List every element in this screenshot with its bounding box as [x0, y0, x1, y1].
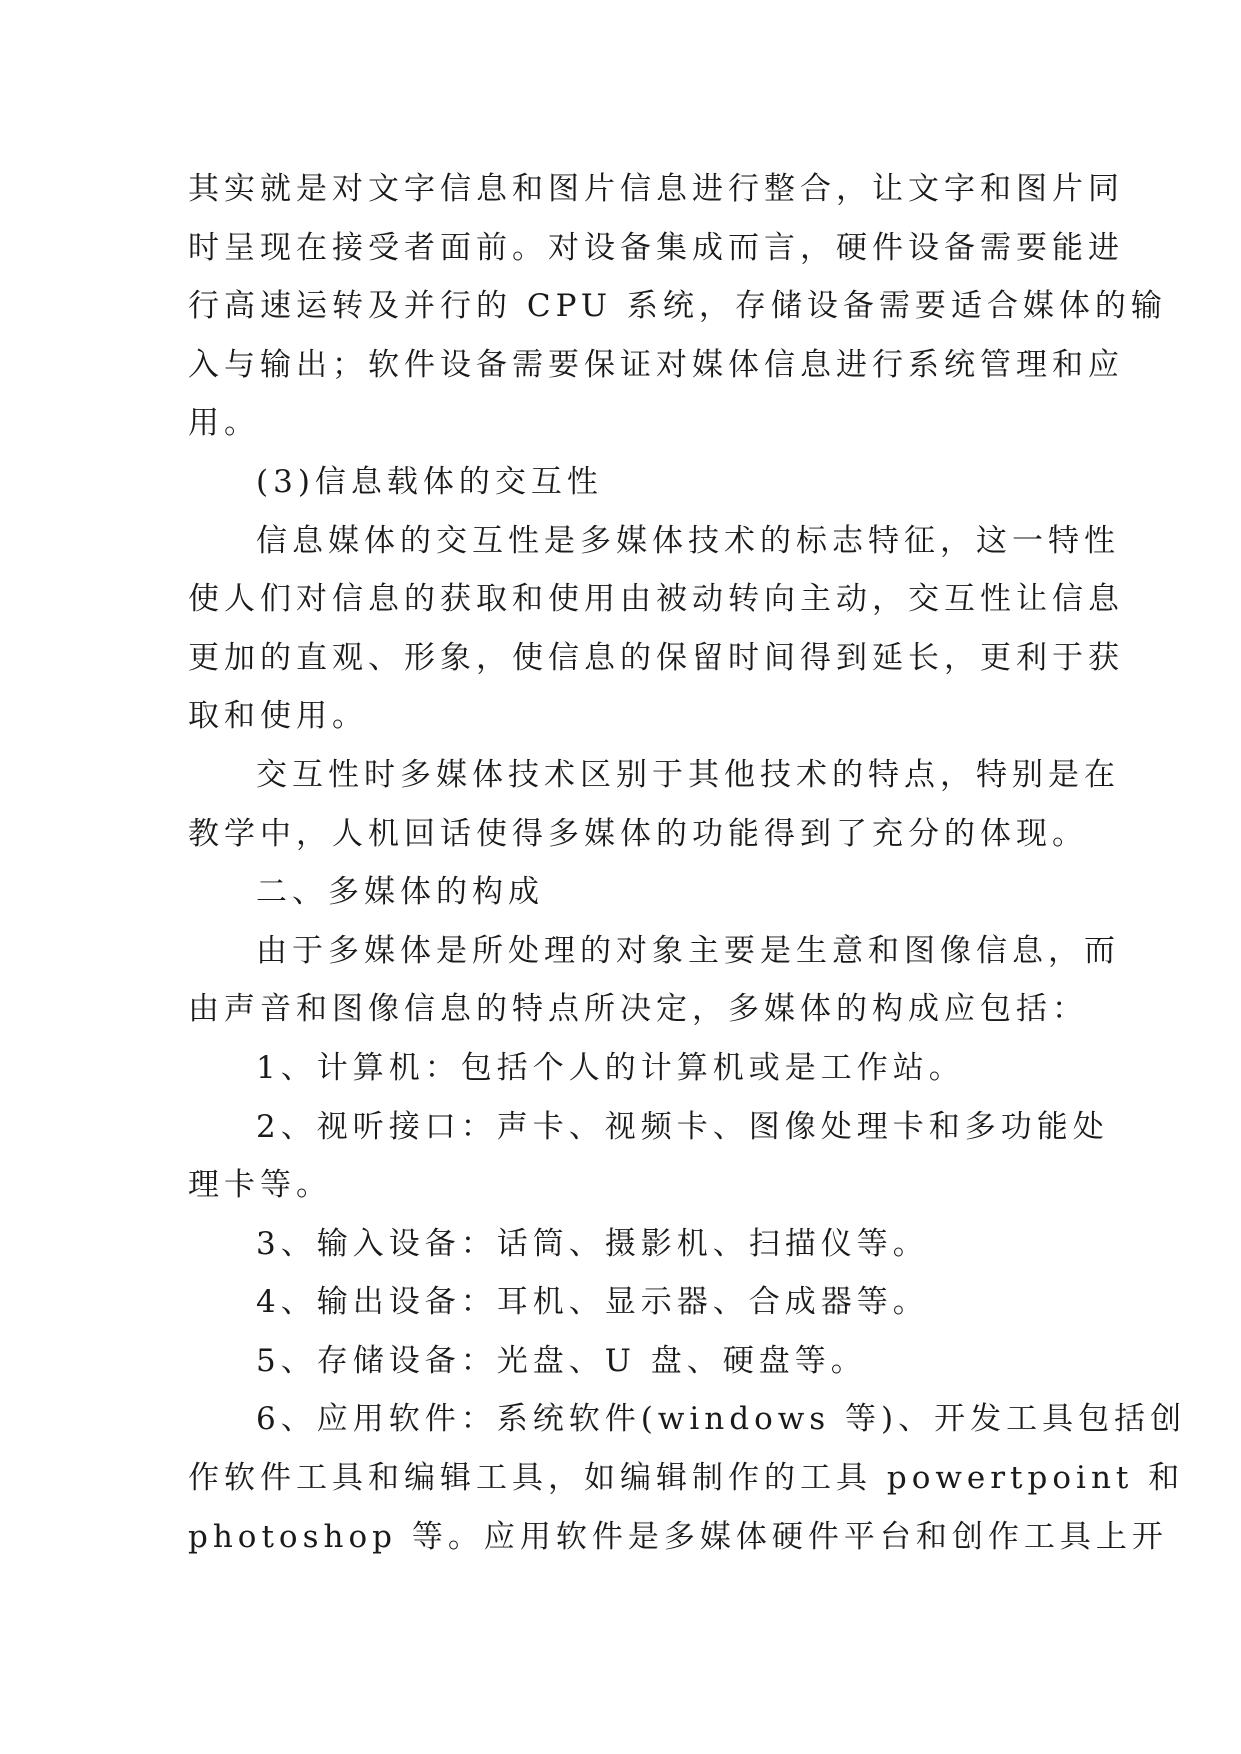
text-line: (3)信息载体的交互性 [256, 463, 603, 500]
text-line: 行高速运转及并行的 CPU 系统，存储设备需要适合媒体的输 [188, 288, 1167, 325]
text-line: 作软件工具和编辑工具，如编辑制作的工具 powertpoint 和 [188, 1460, 1185, 1497]
text-line: 教学中，人机回话使得多媒体的功能得到了充分的体现。 [188, 815, 1088, 852]
text-line: 5、存储设备：光盘、U 盘、硬盘等。 [256, 1342, 867, 1379]
text-line: 2、视听接口：声卡、视频卡、图像处理卡和多功能处 [256, 1108, 1109, 1145]
text-line: photoshop 等。应用软件是多媒体硬件平台和创作工具上开 [188, 1518, 1168, 1555]
text-line: 入与输出；软件设备需要保证对媒体信息进行系统管理和应 [188, 346, 1124, 383]
text-line: 二、多媒体的构成 [256, 874, 544, 911]
text-line: 由于多媒体是所处理的对象主要是生意和图像信息，而 [256, 932, 1120, 969]
text-line: 信息媒体的交互性是多媒体技术的标志特征，这一特性 [256, 522, 1120, 559]
text-line: 1、计算机：包括个人的计算机或是工作站。 [256, 1049, 965, 1086]
text-line: 6、应用软件：系统软件(windows 等)、开发工具包括创 [256, 1401, 1187, 1438]
text-line: 其实就是对文字信息和图片信息进行整合，让文字和图片同 [188, 171, 1124, 207]
text-line: 时呈现在接受者面前。对设备集成而言，硬件设备需要能进 [188, 229, 1124, 266]
text-line: 用。 [188, 405, 260, 442]
text-line: 取和使用。 [188, 698, 368, 735]
text-line: 交互性时多媒体技术区别于其他技术的特点，特别是在 [256, 756, 1120, 793]
text-line: 由声音和图像信息的特点所决定，多媒体的构成应包括： [188, 991, 1088, 1028]
body-text [188, 160, 1187, 1566]
text-line: 4、输出设备：耳机、显示器、合成器等。 [256, 1284, 929, 1321]
text-line: 使人们对信息的获取和使用由被动转向主动，交互性让信息 [188, 581, 1124, 618]
text-line: 3、输入设备：话筒、摄影机、扫描仪等。 [256, 1225, 929, 1262]
text-line: 更加的直观、形象，使信息的保留时间得到延长，更利于获 [188, 639, 1124, 676]
text-line: 理卡等。 [188, 1167, 332, 1204]
